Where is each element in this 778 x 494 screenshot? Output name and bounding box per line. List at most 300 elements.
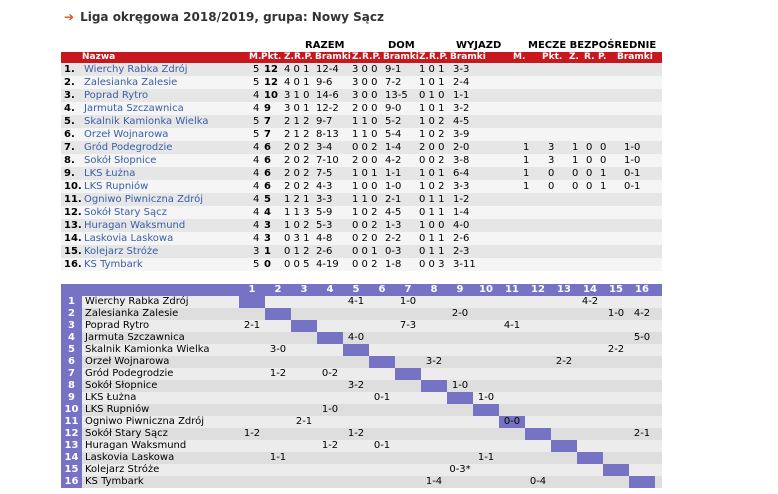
wdl-away: 1 0 1 bbox=[419, 64, 445, 75]
h2h-goals: 1-0 bbox=[624, 155, 641, 166]
wdl-away: 1 0 1 bbox=[419, 103, 445, 114]
matrix-diagonal-cell bbox=[629, 476, 655, 488]
goals-total: 5-9 bbox=[316, 207, 333, 218]
points: 6 bbox=[264, 142, 271, 153]
goals-away: 4-0 bbox=[453, 220, 470, 231]
wdl-home: 0 0 2 bbox=[352, 142, 378, 153]
wdl-home: 2 0 0 bbox=[352, 103, 378, 114]
h2h-losses: 1 bbox=[600, 168, 607, 179]
goals-total: 2-6 bbox=[316, 246, 333, 257]
team-name-link[interactable]: Sokół Stary Sącz bbox=[84, 207, 167, 218]
matrix-diagonal-cell bbox=[369, 356, 395, 368]
matrix-row-number: 4 bbox=[61, 332, 82, 344]
match-result[interactable]: 2-1 bbox=[243, 320, 261, 331]
goals-home: 5-2 bbox=[385, 116, 402, 127]
standings-row bbox=[61, 167, 662, 180]
wdl-home: 0 0 2 bbox=[352, 220, 378, 231]
match-result[interactable]: 2-2 bbox=[555, 356, 573, 367]
matches-played: 4 bbox=[253, 103, 260, 114]
goals-home: 4-5 bbox=[385, 207, 402, 218]
results-matrix bbox=[61, 284, 662, 488]
h2h-draws: 0 bbox=[586, 142, 593, 153]
match-result[interactable]: 2-0 bbox=[451, 308, 469, 319]
wdl-away: 0 1 1 bbox=[419, 194, 445, 205]
goals-home: 1-8 bbox=[385, 259, 402, 270]
team-name-link[interactable]: LKS Łużna bbox=[84, 168, 136, 179]
standings-row bbox=[61, 206, 662, 219]
team-name-link[interactable]: Jarmuta Szczawnica bbox=[84, 103, 184, 114]
points: 12 bbox=[264, 77, 278, 88]
matrix-row bbox=[61, 332, 662, 344]
matrix-row-number: 7 bbox=[61, 368, 82, 380]
match-result[interactable]: 1-4 bbox=[425, 476, 443, 487]
points: 4 bbox=[264, 207, 271, 218]
standing-position: 5. bbox=[64, 116, 75, 127]
matrix-diagonal-cell bbox=[421, 380, 447, 392]
h2h-matches: 1 bbox=[523, 168, 530, 179]
matrix-team-name: Huragan Waksmund bbox=[85, 440, 187, 451]
matrix-team-name: Sokół Słopnice bbox=[85, 380, 158, 391]
wdl-away: 0 0 3 bbox=[419, 259, 445, 270]
match-result[interactable]: 1-0 bbox=[451, 380, 469, 391]
match-result[interactable]: 1-2 bbox=[321, 440, 339, 451]
matrix-row-number: 1 bbox=[61, 296, 82, 308]
team-name-link[interactable]: Orzeł Wojnarowa bbox=[84, 129, 169, 140]
matches-played: 5 bbox=[253, 64, 260, 75]
goals-home: 2-2 bbox=[385, 233, 402, 244]
wdl-away: 1 0 0 bbox=[419, 220, 445, 231]
matrix-row-number: 8 bbox=[61, 380, 82, 392]
goals-total: 8-13 bbox=[316, 129, 339, 140]
points: 12 bbox=[264, 64, 278, 75]
team-name-link[interactable]: Laskovia Laskowa bbox=[84, 233, 174, 244]
standings-row bbox=[61, 180, 662, 193]
matrix-row-number: 15 bbox=[61, 464, 82, 476]
col-h-r: R. bbox=[584, 52, 595, 62]
standings-column-header bbox=[61, 52, 662, 63]
matrix-col-number: 9 bbox=[456, 284, 464, 295]
match-result[interactable]: 1-2 bbox=[243, 428, 261, 439]
matrix-col-number: 10 bbox=[479, 284, 493, 295]
standings-row bbox=[61, 102, 662, 115]
goals-total: 4-8 bbox=[316, 233, 333, 244]
matrix-row bbox=[61, 464, 662, 476]
col-nazwa: Nazwa bbox=[82, 52, 116, 62]
wdl-away: 0 1 1 bbox=[419, 233, 445, 244]
wdl-away: 1 0 1 bbox=[419, 168, 445, 179]
standings-row bbox=[61, 128, 662, 141]
wdl-total: 3 1 0 bbox=[284, 90, 310, 101]
standings-row bbox=[61, 115, 662, 128]
h2h-points: 0 bbox=[548, 181, 555, 192]
points: 7 bbox=[264, 116, 271, 127]
matrix-row bbox=[61, 428, 662, 440]
matrix-col-number: 14 bbox=[583, 284, 597, 295]
match-result[interactable]: 0-0 bbox=[503, 416, 521, 427]
goals-away: 3-2 bbox=[453, 103, 470, 114]
matrix-team-name: KS Tymbark bbox=[85, 476, 144, 487]
matrix-col-number: 5 bbox=[352, 284, 360, 295]
wdl-away: 0 0 2 bbox=[419, 155, 445, 166]
col-m: M. bbox=[249, 52, 262, 62]
goals-total: 4-19 bbox=[316, 259, 339, 270]
h2h-wins: 0 bbox=[572, 168, 579, 179]
h2h-losses: 0 bbox=[600, 142, 607, 153]
matrix-team-name: Orzeł Wojnarowa bbox=[85, 356, 170, 367]
match-result[interactable]: 2-1 bbox=[295, 416, 313, 427]
wdl-total: 2 0 2 bbox=[284, 181, 310, 192]
matrix-diagonal-cell bbox=[239, 296, 265, 308]
matrix-row bbox=[61, 392, 662, 404]
matrix-row-number: 2 bbox=[61, 308, 82, 320]
league-title: Liga okręgowa 2018/2019, grupa: Nowy Sącz bbox=[80, 10, 385, 24]
matrix-team-name: LKS Łużna bbox=[85, 392, 137, 403]
standing-position: 6. bbox=[64, 129, 75, 140]
matrix-team-name: Zalesianka Zalesie bbox=[85, 308, 179, 319]
wdl-away: 1 0 2 bbox=[419, 116, 445, 127]
wdl-total: 0 0 5 bbox=[284, 259, 310, 270]
match-result[interactable]: 1-2 bbox=[347, 428, 365, 439]
goals-home: 1-3 bbox=[385, 220, 402, 231]
col-h-bramki: Bramki bbox=[617, 52, 653, 62]
goals-total: 3-4 bbox=[316, 142, 333, 153]
wdl-total: 2 0 2 bbox=[284, 168, 310, 179]
h2h-wins: 1 bbox=[572, 155, 579, 166]
matrix-row-number: 12 bbox=[61, 428, 82, 440]
team-name-link[interactable]: Zalesianka Zalesie bbox=[84, 77, 178, 88]
goals-total: 7-10 bbox=[316, 155, 339, 166]
goals-home: 0-3 bbox=[385, 246, 402, 257]
matrix-team-name: Laskovia Laskowa bbox=[85, 452, 175, 463]
team-name-link[interactable]: Skalnik Kamionka Wielka bbox=[84, 116, 209, 127]
h2h-goals: 0-1 bbox=[624, 168, 641, 179]
matrix-col-number: 4 bbox=[326, 284, 334, 295]
match-result[interactable]: 7-3 bbox=[399, 320, 417, 331]
col-h-z: Z. bbox=[569, 52, 579, 62]
match-result[interactable]: 1-1 bbox=[477, 452, 495, 463]
points: 10 bbox=[264, 90, 278, 101]
matrix-row-number: 11 bbox=[61, 416, 82, 428]
standing-position: 14. bbox=[64, 233, 82, 244]
wdl-away: 1 0 1 bbox=[419, 77, 445, 88]
match-result[interactable]: 2-2 bbox=[607, 344, 625, 355]
goals-away: 3-11 bbox=[453, 259, 476, 270]
matrix-row bbox=[61, 308, 662, 320]
wdl-total: 2 0 2 bbox=[284, 155, 310, 166]
standing-position: 1. bbox=[64, 64, 75, 75]
goals-away: 2-3 bbox=[453, 246, 470, 257]
goals-total: 5-3 bbox=[316, 220, 333, 231]
standings-row bbox=[61, 245, 662, 258]
matrix-team-name: Kolejarz Stróże bbox=[85, 464, 160, 475]
goals-total: 4-3 bbox=[316, 181, 333, 192]
matrix-col-number: 1 bbox=[248, 284, 256, 295]
matrix-row bbox=[61, 452, 662, 464]
matches-played: 4 bbox=[253, 207, 260, 218]
matches-played: 4 bbox=[253, 155, 260, 166]
standings-row bbox=[61, 154, 662, 167]
matrix-row bbox=[61, 416, 662, 428]
goals-away: 1-2 bbox=[453, 194, 470, 205]
points: 6 bbox=[264, 181, 271, 192]
goals-away: 1-1 bbox=[453, 90, 470, 101]
matrix-row-number: 16 bbox=[61, 476, 82, 488]
match-result[interactable]: 4-1 bbox=[503, 320, 521, 331]
match-result[interactable]: 0-1 bbox=[373, 440, 391, 451]
matrix-col-number: 16 bbox=[635, 284, 649, 295]
group-razem: RAZEM bbox=[305, 40, 345, 51]
standings-row bbox=[61, 193, 662, 206]
matches-played: 4 bbox=[253, 233, 260, 244]
matrix-row bbox=[61, 380, 662, 392]
matrix-row bbox=[61, 296, 662, 308]
match-result[interactable]: 0-2 bbox=[321, 368, 339, 379]
wdl-total: 4 0 1 bbox=[284, 64, 310, 75]
points: 6 bbox=[264, 168, 271, 179]
goals-total: 9-7 bbox=[316, 116, 333, 127]
goals-home: 9-1 bbox=[385, 64, 402, 75]
wdl-home: 0 2 0 bbox=[352, 233, 378, 244]
goals-away: 3-8 bbox=[453, 155, 470, 166]
h2h-matches: 1 bbox=[523, 142, 530, 153]
wdl-home: 0 0 1 bbox=[352, 246, 378, 257]
standings-row bbox=[61, 232, 662, 245]
col-h-pkt: Pkt. bbox=[542, 52, 563, 62]
points: 1 bbox=[264, 246, 271, 257]
matrix-row bbox=[61, 404, 662, 416]
matrix-diagonal-cell bbox=[265, 308, 291, 320]
wdl-home: 3 0 0 bbox=[352, 77, 378, 88]
team-name-link[interactable]: KS Tymbark bbox=[84, 259, 143, 270]
page-title bbox=[64, 10, 384, 24]
matrix-diagonal-cell bbox=[343, 344, 369, 356]
matrix-diagonal-cell bbox=[577, 452, 603, 464]
h2h-matches: 1 bbox=[523, 155, 530, 166]
matrix-row bbox=[61, 344, 662, 356]
wdl-home: 1 1 0 bbox=[352, 116, 378, 127]
points: 0 bbox=[264, 259, 271, 270]
match-result[interactable]: 0-3* bbox=[449, 464, 471, 475]
standing-position: 7. bbox=[64, 142, 75, 153]
standings-row bbox=[61, 63, 662, 76]
match-result[interactable]: 4-0 bbox=[347, 332, 365, 343]
matrix-col-number: 6 bbox=[378, 284, 386, 295]
matches-played: 5 bbox=[253, 77, 260, 88]
wdl-total: 0 3 1 bbox=[284, 233, 310, 244]
matrix-team-name: Sokół Stary Sącz bbox=[85, 428, 168, 439]
matches-played: 5 bbox=[253, 116, 260, 127]
matrix-row bbox=[61, 356, 662, 368]
wdl-total: 3 0 1 bbox=[284, 103, 310, 114]
matrix-row bbox=[61, 440, 662, 452]
goals-total: 9-6 bbox=[316, 77, 333, 88]
h2h-goals: 0-1 bbox=[624, 181, 641, 192]
wdl-away: 1 0 2 bbox=[419, 181, 445, 192]
matrix-team-name: Wierchy Rabka Zdrój bbox=[85, 296, 189, 307]
team-name-link[interactable]: Ogniwo Piwniczna Zdrój bbox=[84, 194, 204, 205]
col-bramki: Bramki bbox=[315, 52, 351, 62]
goals-away: 6-4 bbox=[453, 168, 470, 179]
col-dom-bramki: Bramki bbox=[383, 52, 419, 62]
goals-total: 14-6 bbox=[316, 90, 339, 101]
standing-position: 16. bbox=[64, 259, 82, 270]
matrix-row-number: 10 bbox=[61, 404, 82, 416]
matrix-row-number: 6 bbox=[61, 356, 82, 368]
col-h-p: P. bbox=[598, 52, 607, 62]
matrix-diagonal-cell bbox=[291, 320, 317, 332]
h2h-losses: 1 bbox=[600, 181, 607, 192]
wdl-away: 0 1 0 bbox=[419, 90, 445, 101]
wdl-home: 3 0 0 bbox=[352, 64, 378, 75]
matrix-team-name: Jarmuta Szczawnica bbox=[85, 332, 185, 343]
match-result[interactable]: 3-2 bbox=[347, 380, 365, 391]
h2h-losses: 0 bbox=[600, 155, 607, 166]
wdl-total: 2 1 2 bbox=[284, 116, 310, 127]
wdl-home: 2 0 0 bbox=[352, 155, 378, 166]
match-result[interactable]: 0-1 bbox=[373, 392, 391, 403]
goals-home: 9-0 bbox=[385, 103, 402, 114]
wdl-home: 1 0 1 bbox=[352, 168, 378, 179]
match-result[interactable]: 3-2 bbox=[425, 356, 443, 367]
matrix-col-number: 11 bbox=[505, 284, 519, 295]
match-result[interactable]: 1-2 bbox=[269, 368, 287, 379]
match-result[interactable]: 1-1 bbox=[269, 452, 287, 463]
standings-row bbox=[61, 89, 662, 102]
goals-away: 2-0 bbox=[453, 142, 470, 153]
matches-played: 4 bbox=[253, 194, 260, 205]
h2h-wins: 0 bbox=[572, 181, 579, 192]
team-name-link[interactable]: Sokół Słopnice bbox=[84, 155, 157, 166]
matrix-diagonal-cell bbox=[603, 464, 629, 476]
col-h-m: M. bbox=[513, 52, 526, 62]
matrix-diagonal-cell bbox=[551, 440, 577, 452]
matrix-col-number: 3 bbox=[300, 284, 308, 295]
wdl-total: 0 1 2 bbox=[284, 246, 310, 257]
match-result[interactable]: 5-0 bbox=[633, 332, 651, 343]
matrix-diagonal-cell bbox=[395, 368, 421, 380]
match-result[interactable]: 2-1 bbox=[633, 428, 651, 439]
match-result[interactable]: 4-2 bbox=[633, 308, 651, 319]
h2h-draws: 0 bbox=[586, 181, 593, 192]
matches-played: 4 bbox=[253, 142, 260, 153]
col-pkt: Pkt. bbox=[261, 52, 282, 62]
team-name-link[interactable]: Huragan Waksmund bbox=[84, 220, 186, 231]
matches-played: 4 bbox=[253, 168, 260, 179]
wdl-total: 1 0 2 bbox=[284, 220, 310, 231]
matrix-col-number: 15 bbox=[609, 284, 623, 295]
matrix-col-number: 2 bbox=[274, 284, 282, 295]
goals-total: 3-3 bbox=[316, 194, 333, 205]
wdl-total: 4 0 1 bbox=[284, 77, 310, 88]
team-name-link[interactable]: Kolejarz Stróże bbox=[84, 246, 159, 257]
matrix-team-name: Skalnik Kamionka Wielka bbox=[85, 344, 210, 355]
col-wyj-bramki: Bramki bbox=[450, 52, 486, 62]
wdl-home: 3 0 0 bbox=[352, 90, 378, 101]
group-dom: DOM bbox=[388, 40, 415, 51]
matches-played: 4 bbox=[253, 220, 260, 231]
goals-away: 3-3 bbox=[453, 181, 470, 192]
goals-away: 1-4 bbox=[453, 207, 470, 218]
team-name-link[interactable]: LKS Rupniów bbox=[84, 181, 149, 192]
goals-home: 1-1 bbox=[385, 168, 402, 179]
points: 3 bbox=[264, 233, 271, 244]
match-result[interactable]: 4-2 bbox=[581, 296, 599, 307]
matches-played: 5 bbox=[253, 259, 260, 270]
match-result[interactable]: 0-4 bbox=[529, 476, 547, 487]
matrix-col-number: 7 bbox=[404, 284, 412, 295]
match-result[interactable]: 4-1 bbox=[347, 296, 365, 307]
wdl-away: 0 1 1 bbox=[419, 246, 445, 257]
standings-row bbox=[61, 219, 662, 232]
matches-played: 3 bbox=[253, 246, 260, 257]
matrix-column-header bbox=[61, 284, 662, 296]
match-result[interactable]: 1-0 bbox=[399, 296, 417, 307]
matches-played: 5 bbox=[253, 129, 260, 140]
matrix-diagonal-cell bbox=[525, 428, 551, 440]
wdl-away: 0 1 1 bbox=[419, 207, 445, 218]
goals-home: 2-1 bbox=[385, 194, 402, 205]
matrix-row-number: 14 bbox=[61, 452, 82, 464]
matrix-row bbox=[61, 368, 662, 380]
wdl-total: 2 0 2 bbox=[284, 142, 310, 153]
goals-away: 3-9 bbox=[453, 129, 470, 140]
matrix-diagonal-cell bbox=[447, 392, 473, 404]
match-result[interactable]: 1-0 bbox=[607, 308, 625, 319]
goals-total: 7-5 bbox=[316, 168, 333, 179]
standings-row bbox=[61, 76, 662, 89]
match-result[interactable]: 1-0 bbox=[477, 392, 495, 403]
match-result[interactable]: 1-0 bbox=[321, 404, 339, 415]
goals-home: 1-4 bbox=[385, 142, 402, 153]
team-name-link[interactable]: Wierchy Rabka Zdrój bbox=[84, 64, 188, 75]
standing-position: 9. bbox=[64, 168, 75, 179]
col-wyj-zrp: Z.R.P. bbox=[419, 52, 448, 62]
matrix-row-number: 13 bbox=[61, 440, 82, 452]
standing-position: 13. bbox=[64, 220, 82, 231]
goals-total: 12-2 bbox=[316, 103, 339, 114]
matrix-team-name: LKS Rupniów bbox=[85, 404, 150, 415]
standings-row bbox=[61, 258, 662, 271]
matrix-diagonal-cell bbox=[473, 404, 499, 416]
h2h-goals: 1-0 bbox=[624, 142, 641, 153]
wdl-away: 2 0 0 bbox=[419, 142, 445, 153]
group-mecze: MECZE BEZPOŚREDNIE bbox=[528, 40, 657, 51]
matrix-diagonal-cell bbox=[317, 332, 343, 344]
standings-row bbox=[61, 141, 662, 154]
goals-home: 13-5 bbox=[385, 90, 408, 101]
team-name-link[interactable]: Gród Podegrodzie bbox=[84, 142, 173, 153]
h2h-wins: 1 bbox=[572, 142, 579, 153]
wdl-total: 2 1 2 bbox=[284, 129, 310, 140]
wdl-home: 1 1 0 bbox=[352, 194, 378, 205]
matrix-col-number: 13 bbox=[557, 284, 571, 295]
match-result[interactable]: 3-0 bbox=[269, 344, 287, 355]
matrix-row bbox=[61, 320, 662, 332]
matches-played: 4 bbox=[253, 90, 260, 101]
standing-position: 15. bbox=[64, 246, 82, 257]
goals-away: 2-4 bbox=[453, 77, 470, 88]
standing-position: 4. bbox=[64, 103, 75, 114]
matrix-col-number: 12 bbox=[531, 284, 545, 295]
team-name-link[interactable]: Poprad Rytro bbox=[84, 90, 149, 101]
wdl-total: 1 2 1 bbox=[284, 194, 310, 205]
wdl-home: 1 0 0 bbox=[352, 181, 378, 192]
col-zrp: Z.R.P. bbox=[284, 52, 313, 62]
h2h-points: 3 bbox=[548, 142, 555, 153]
points: 3 bbox=[264, 220, 271, 231]
matches-played: 4 bbox=[253, 181, 260, 192]
group-wyjazd: WYJAZD bbox=[456, 40, 502, 51]
